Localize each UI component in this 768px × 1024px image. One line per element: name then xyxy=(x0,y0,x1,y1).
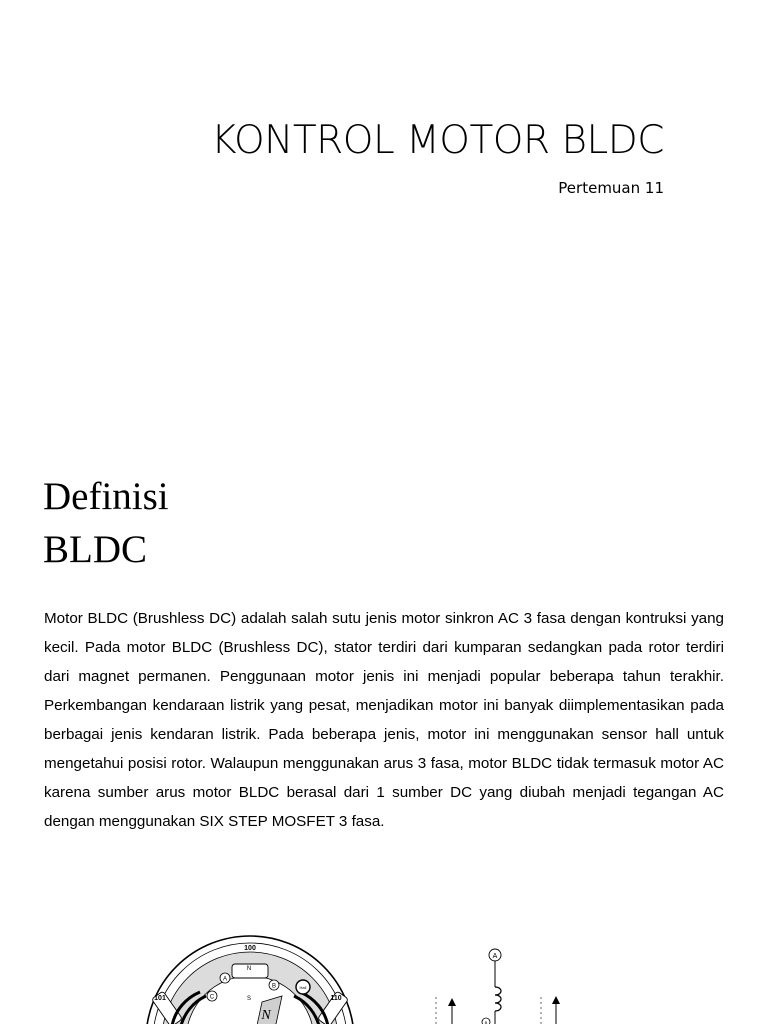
motor-label-right: 110 xyxy=(330,995,342,1002)
terminal-a-label: A xyxy=(492,953,498,960)
bldc-motor-figure xyxy=(0,930,768,1024)
hall-sensor-label: Hall xyxy=(299,985,307,990)
section-heading-line-1: Definisi xyxy=(43,475,169,518)
stator-s-label: S xyxy=(246,996,252,1002)
definition-paragraph: Motor BLDC (Brushless DC) adalah salah sutu jenis motor sinkron AC 3 fasa dengan kontruksi yang kecil. Pada motor BLDC (Brushless DC), stator terdiri dari kumparan sedangkan pada rotor terdiri dari magnet permanen. Penggunaan motor jenis ini menjadi popular beberapa tahun terakhir. Perkembangan kendaraan listrik yang pesat, menjadikan motor ini banyak diimplementasikan pada berbagai jenis kendaran listrik. Pada beberapa jenis, motor ini menggunakan sensor hall untuk mengetahui posisi rotor. Walaupun menggunakan arus 3 fasa, motor BLDC tidak termasuk motor AC karena sumber arus motor BLDC berasal dari 1 sumber DC yang diubah menjadi tegangan AC dengan menggunakan SIX STEP MOSFET 3 fasa. xyxy=(44,610,724,830)
winding-circuit-diagram xyxy=(436,949,560,1024)
motor-cross-section-diagram xyxy=(146,936,354,1024)
section-heading-line-2: BLDC xyxy=(43,528,148,571)
coil-b-label: B xyxy=(271,983,277,990)
motor-label-left: 101 xyxy=(154,995,166,1002)
rotor-north-label: N xyxy=(261,1008,271,1023)
stator-n-label: N xyxy=(246,966,252,972)
section-heading xyxy=(43,470,169,576)
motor-label-top: 100 xyxy=(244,945,256,952)
coil-a-label: A xyxy=(222,976,228,983)
terminal-b-label: B xyxy=(484,1020,488,1024)
slide-title: KONTROL MOTOR BLDC xyxy=(211,118,664,163)
coil-c-label: C xyxy=(209,994,215,1001)
slide-subtitle: Pertemuan 11 xyxy=(558,179,664,197)
